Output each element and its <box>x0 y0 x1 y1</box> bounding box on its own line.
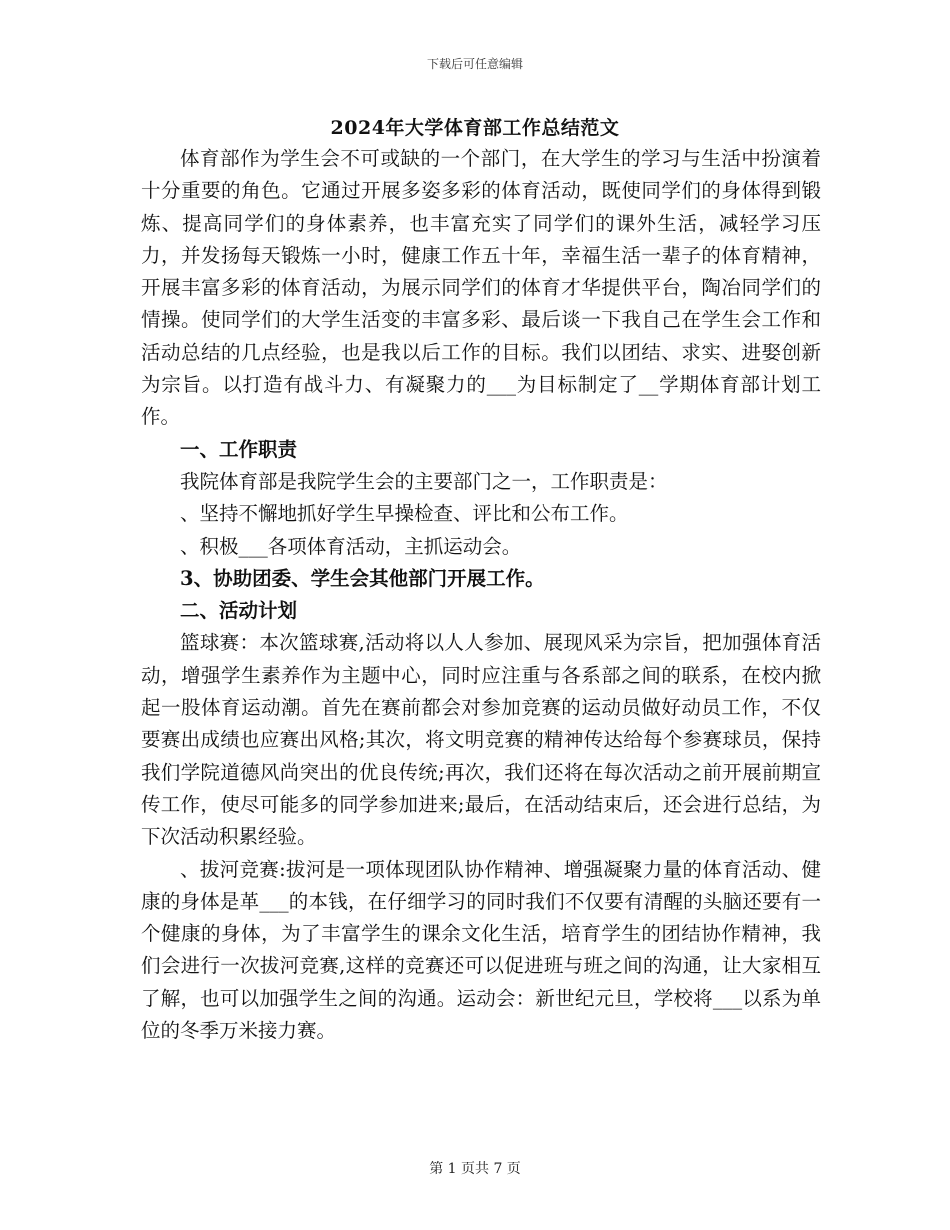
page-footer-number: 第 1 页共 7 页 <box>429 1161 521 1177</box>
paragraph-tug-of-war: 、拔河竞赛:拔河是一项体现团队协作精神、增强凝聚力量的体育活动、健康的身体是革___的本钱，在仔细学习的同时我们不仅要有清醒的头脑还要有一个健康的身体，为了丰富学生的课余文化生活，培育学生的团结协作精神，我们会进行一次拔河竞赛,这样的竞赛还可以促进班与班之间的沟通，让大家相互了解，也可以加强学生之间的沟通。运动会：新世纪元旦，学校将___以系为单位的冬季万米接力赛。 <box>141 857 821 1043</box>
document-title: 2024年大学体育部工作总结范文 <box>330 117 620 139</box>
page-header-note: 下载后可任意编辑 <box>426 57 523 71</box>
paragraph-intro: 体育部作为学生会不可或缺的一个部门，在大学生的学习与生活中扮演着十分重要的角色。它通过开展多姿多彩的体育活动，既使同学们的身体得到锻炼、提高同学们的身体素养，也丰富充实了同学们的课外生活，减轻学习压力，并发扬每天锻炼一小时，健康工作五十年，幸福生活一辈子的体育精神，开展丰富多彩的体育活动，为展示同学们的体育才华提供平台，陶冶同学们的情操。使同学们的大学生活变的丰富多彩、最后谈一下我自己在学生会工作和活动总结的几点经验，也是我以后工作的目标。我们以团结、求实、进娶创新为宗旨。以打造有战斗力、有凝聚力的___为目标制定了__学期体育部计划工作。 <box>141 147 821 429</box>
list-item-duty-3: 3、协助团委、学生会其他部门开展工作。 <box>180 566 545 590</box>
list-item-duty-2: 、积极___各项体育活动，主抓运动会。 <box>180 534 522 558</box>
paragraph-basketball: 篮球赛：本次篮球赛,活动将以人人参加、展现风采为宗旨，把加强体育活动，增强学生素养作为主题中心，同时应注重与各系部之间的联系，在校内掀起一股体育运动潮。首先在赛前都会对参加竞赛的运动员做好动员工作，不仅要赛出成绩也应赛出风格;其次，将文明竞赛的精神传达给每个参赛球员，保持我们学院道德风尚突出的优良传统;再次，我们还将在每次活动之前开展前期宣传工作，使尽可能多的同学参加进来;最后，在活动结束后，还会进行总结，为下次活动积累经验。 <box>141 631 821 849</box>
document-body <box>141 143 821 1047</box>
section-heading-plan: 二、活动计划 <box>180 599 298 623</box>
paragraph-duties-intro: 我院体育部是我院学生会的主要部门之一，工作职责是： <box>180 469 668 493</box>
list-item-duty-1: 、坚持不懈地抓好学生早操检查、评比和公布工作。 <box>180 502 629 526</box>
section-heading-duties: 一、工作职责 <box>180 437 298 461</box>
